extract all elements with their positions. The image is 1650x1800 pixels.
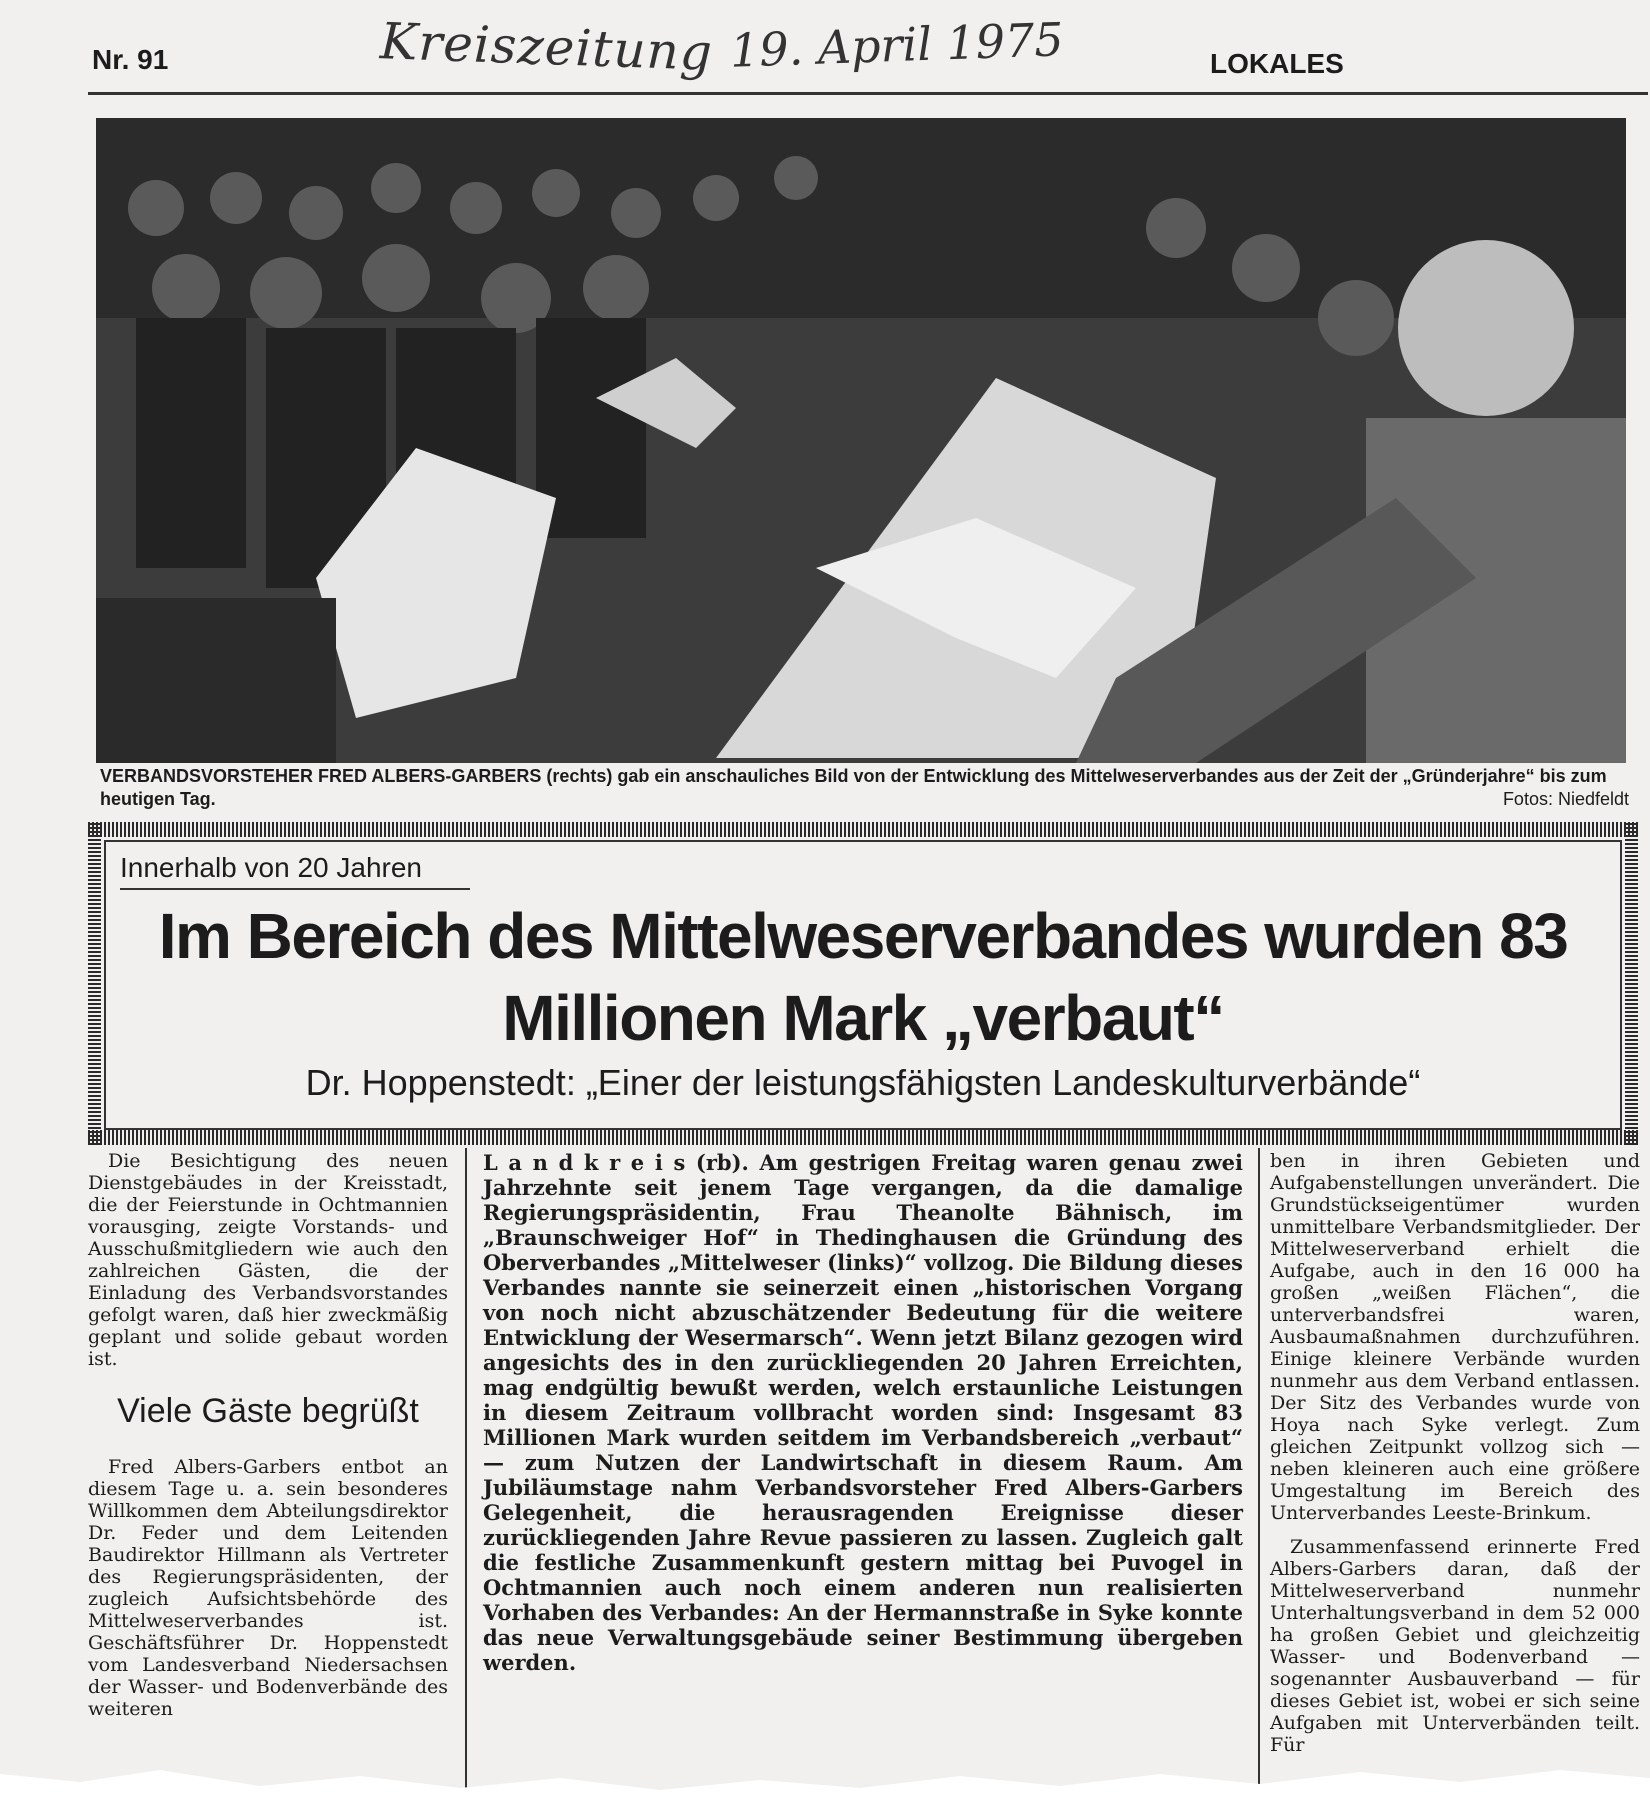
paragraph: Zusammenfassend erinnerte Fred Albers-Garbers daran, daß der Mittelweserverband nunmehr Unterhaltungsverband in dem 52 000 ha großen Gebiet und gleichzeitig Wasser- und Bodenverband — sogenannter Ausbauverband — für dieses Gebiet ist, wobei er sich seine Aufgaben mit Unterverbänden teilt. Für — [1270, 1536, 1640, 1756]
handwritten-paper-name: Kreiszeitung — [379, 12, 714, 82]
article-column-2 — [483, 1150, 1243, 1687]
news-photo — [96, 118, 1626, 763]
article-column-3 — [1270, 1150, 1640, 1768]
headline: Im Bereich des Mittelweserverbandes wurden 83 Millionen Mark „verbaut“ — [158, 900, 1568, 1054]
photo-caption — [100, 765, 1635, 811]
meeting-photo-illustration — [96, 118, 1626, 763]
lead-paragraph: L a n d k r e i s (rb). Am gestrigen Freitag waren genau zwei Jahrzehnte seit jenem Tage vergangen, da die damalige Regierungspräsidentin, Frau Theanolte Bähnisch, im „Braunschweiger Hof“ in Thedinghausen die Gründung des Oberverbandes „Mittelweser (links)“ vollzog. Die Bildung dieses Verbandes nannte sie seinerzeit einen „historischen Vorgang von noch nicht abzuschätzender Bedeutung für die weitere Entwicklung der Wesermarsch“. Wenn jetzt Bilanz gezogen wird angesichts des in den zurückliegenden 20 Jahren Erreichten, mag endgültig bewußt werden, welch erstaunliche Leistungen in diesem Zeitraum vollbracht worden sind: Insgesamt 83 Millionen Mark wurden seitdem im Verbandsbereich „verbaut“ — zum Nutzen der Landwirtschaft in diesem Raum. Am Jubiläumstage nahm Verbandsvorsteher Fred Albers-Garbers Gelegenheit, die herausragenden Ereignisse dieser zurückliegenden Jahre Revue passieren zu lassen. Zugleich galt die festliche Zusammenkunft gestern mittag bei Puvogel in Ochtmannien auch noch einem anderen nun realisierten Vorhaben des Verbandes: An der Hermannstraße in Syke konnte das neue Verwaltungsgebäude seiner Bestimmung übergeben werden. — [483, 1150, 1243, 1675]
torn-paper-edge — [0, 1760, 1650, 1800]
column-subhead: Viele Gäste begrüßt — [117, 1392, 419, 1430]
hatch-border-bottom — [88, 1130, 1638, 1145]
subheadline: Dr. Hoppenstedt: „Einer der leistungsfähigsten Landeskulturverbände“ — [305, 1062, 1421, 1103]
paragraph: Fred Albers-Garbers entbot an diesem Tage u. a. sein besonderes Willkommen dem Abteilungsdirektor Dr. Feder und dem Leitenden Baudirektor Hillmann als Vertreter des Regierungspräsidenten, der zugleich Aufsichtsbehörde des Mittelweserverbandes ist. Geschäftsführer Dr. Hoppenstedt vom Landesverband Niedersachsen der Wasser- und Bodenverbände des weiteren — [88, 1456, 448, 1720]
article-column-1 — [88, 1150, 448, 1732]
kicker: Innerhalb von 20 Jahren — [120, 852, 470, 890]
column-divider — [1258, 1148, 1260, 1800]
column-divider — [465, 1148, 467, 1800]
section-label: LOKALES — [1210, 48, 1344, 79]
caption-text: VERBANDSVORSTEHER FRED ALBERS-GARBERS (rechts) gab ein anschauliches Bild von der Entwicklung des Mittelweserverbandes aus der Zeit der „Gründerjahre“ bis zum heutigen Tag. — [100, 766, 1607, 809]
paragraph: Die Besichtigung des neuen Dienstgebäudes in der Kreisstadt, die der Feierstunde in Ochtmannien vorausging, zeigte Vorstands- und Ausschußmitgliedern wie auch den zahlreichen Gästen, die der Einladung des Verbandsvorstandes gefolgt waren, daß hier zweckmäßig geplant und solide gebaut worden ist. — [88, 1150, 448, 1370]
photo-credit: Fotos: Niedfeldt — [1502, 789, 1629, 809]
hatch-border-right — [1625, 822, 1638, 1145]
hatch-border-top — [88, 822, 1638, 837]
handwritten-date: 19. April 1975 — [729, 12, 1065, 78]
hatch-border-left — [88, 822, 101, 1145]
paragraph: ben in ihren Gebieten und Aufgabenstellungen unverändert. Die Grundstückseigentümer wurden unmittelbare Verbandsmitglieder. Der Mittelweserverband erhielt die Aufgabe, auch in den 16 000 ha großen „weißen Flächen“, die unterverbandsfrei waren, Ausbaumaßnahmen durchzuführen. Einige kleinere Verbände wurden nunmehr aus dem Verband entlassen. Der Sitz des Verbandes wurde von Hoya nach Syke verlegt. Zum gleichen Zeitpunkt vollzog sich — neben kleineren auch eine größere Umgestaltung im Bereich des Unterverbandes Leeste-Brinkum. — [1270, 1150, 1640, 1524]
header-rule — [88, 92, 1648, 95]
issue-number: Nr. 91 — [92, 44, 169, 75]
